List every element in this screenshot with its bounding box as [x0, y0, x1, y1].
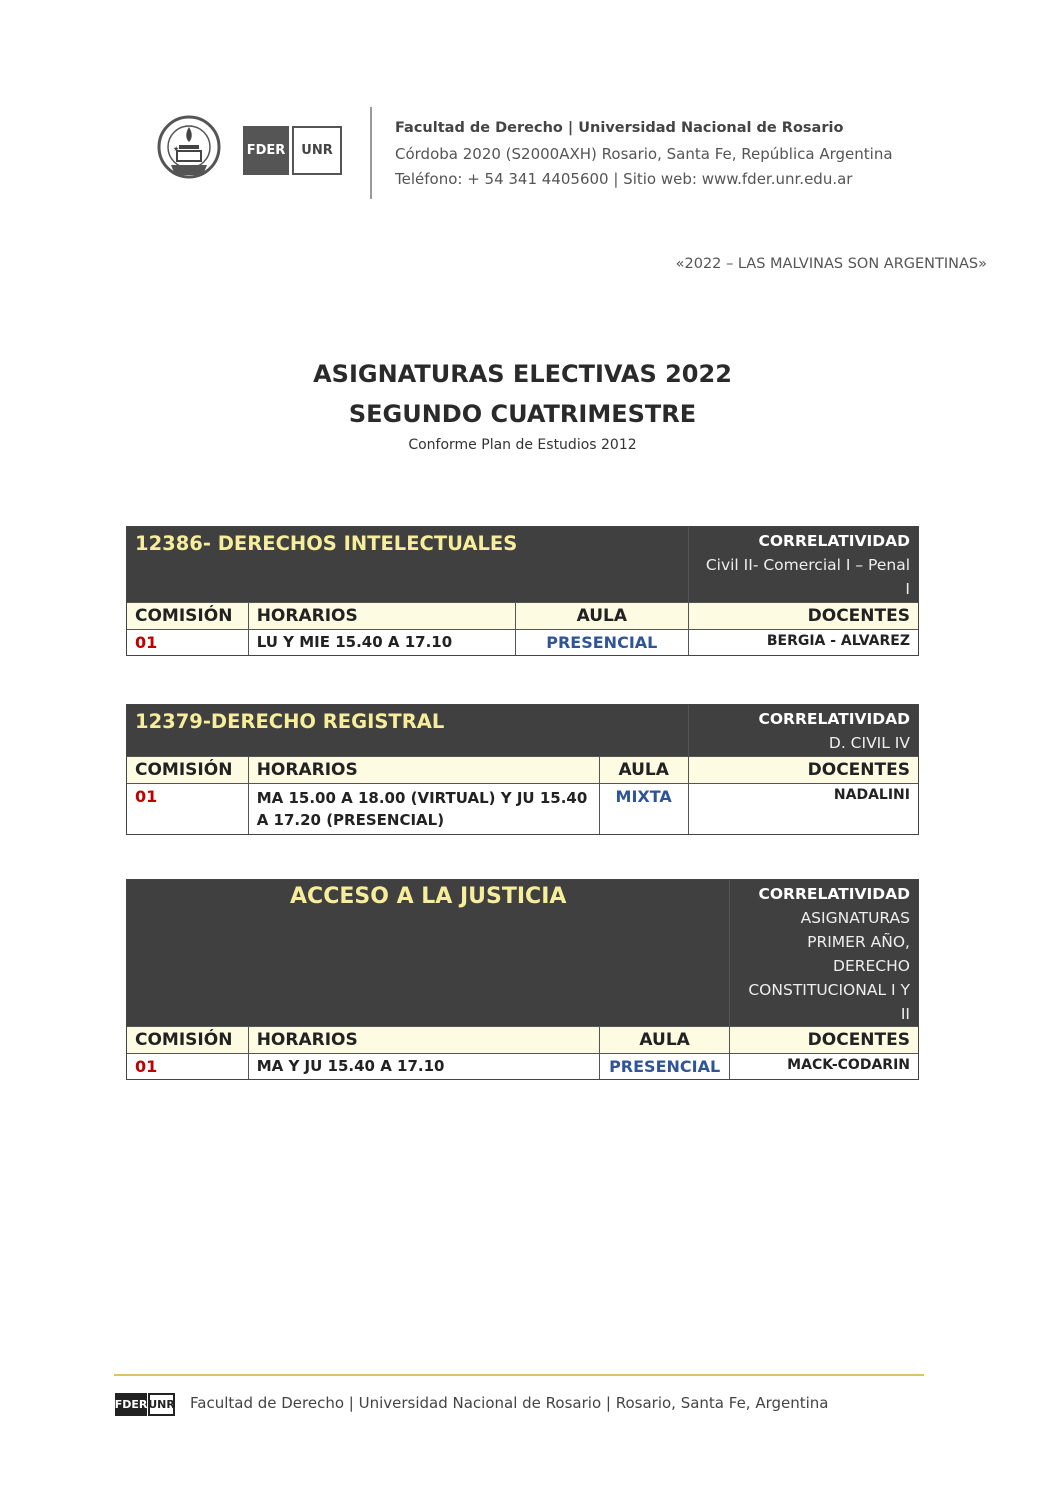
col-aula: AULA	[516, 603, 689, 629]
correlatividad-cell	[730, 880, 918, 1026]
col-horarios: HORARIOS	[249, 757, 600, 783]
footer-fder-logo: FDER	[115, 1393, 147, 1416]
correlatividad-cell	[689, 705, 918, 756]
horarios-value: MA 15.00 A 18.00 (VIRTUAL) Y JU 15.40 A 17.20 (PRESENCIAL)	[249, 784, 600, 834]
footer-text: Facultad de Derecho | Universidad Nacional de Rosario | Rosario, Santa Fe, Argentina	[190, 1394, 829, 1412]
comision-value: 01	[127, 1054, 249, 1079]
col-horarios: HORARIOS	[249, 603, 516, 629]
svg-text:★: ★	[173, 146, 180, 153]
docentes-value: MACK-CODARIN	[787, 1057, 910, 1073]
page-subtitle: SEGUNDO CUATRIMESTRE	[348, 400, 697, 428]
faculty-address: Córdoba 2020 (S2000AXH) Rosario, Santa Fe, República Argentina	[395, 145, 893, 163]
aula-value: PRESENCIAL	[516, 630, 689, 655]
correlatividad-label: CORRELATIVIDAD	[758, 885, 910, 903]
footer-divider	[114, 1374, 924, 1376]
correlatividad-value: Civil II- Comercial I – Penal I	[705, 556, 910, 598]
col-comision: COMISIÓN	[127, 603, 249, 629]
horarios-value: LU Y MIE 15.40 A 17.10	[249, 630, 516, 655]
correlatividad-cell	[689, 527, 918, 602]
subject-name: 12386- DERECHOS INTELECTUALES	[127, 527, 689, 602]
subject-name: ACCESO A LA JUSTICIA	[127, 880, 730, 1026]
year-motto: «2022 – LAS MALVINAS SON ARGENTINAS»	[675, 256, 987, 272]
subject-name: 12379-DERECHO REGISTRAL	[127, 705, 689, 756]
correlatividad-value: D. CIVIL IV	[828, 734, 910, 752]
correlatividad-label: CORRELATIVIDAD	[758, 710, 910, 728]
col-aula: AULA	[600, 757, 689, 783]
plan-note: Conforme Plan de Estudios 2012	[408, 437, 637, 453]
aula-value: PRESENCIAL	[600, 1054, 731, 1079]
horarios-value: MA Y JU 15.40 A 17.10	[249, 1054, 600, 1079]
comision-value: 01	[127, 630, 249, 655]
col-docentes: DOCENTES	[807, 606, 910, 626]
page-title: ASIGNATURAS ELECTIVAS 2022	[313, 360, 732, 388]
col-docentes: DOCENTES	[807, 1030, 910, 1050]
university-seal-icon	[157, 113, 221, 185]
col-docentes: DOCENTES	[807, 760, 910, 780]
subject-table-2	[126, 704, 919, 835]
footer-unr-logo: UNR	[148, 1393, 175, 1416]
col-comision: COMISIÓN	[127, 757, 249, 783]
faculty-contact: Teléfono: + 54 341 4405600 | Sitio web: www.fder.unr.edu.ar	[395, 170, 853, 188]
docentes-value: NADALINI	[833, 787, 910, 803]
aula-value: MIXTA	[600, 784, 689, 834]
correlatividad-label: CORRELATIVIDAD	[758, 532, 910, 550]
subject-table-1	[126, 526, 919, 656]
col-horarios: HORARIOS	[249, 1027, 600, 1053]
col-aula: AULA	[600, 1027, 731, 1053]
unr-logo: UNR	[292, 126, 342, 175]
subject-table-3	[126, 879, 919, 1080]
faculty-name: Facultad de Derecho | Universidad Nacional de Rosario	[395, 120, 844, 136]
col-comision: COMISIÓN	[127, 1027, 249, 1053]
fder-logo: FDER	[243, 126, 289, 175]
comision-value: 01	[127, 784, 249, 834]
header-divider	[370, 107, 372, 199]
correlatividad-value: ASIGNATURAS PRIMER AÑO, DERECHO CONSTITUCIONAL I Y II	[748, 909, 910, 1023]
docentes-value: BERGIA - ALVAREZ	[766, 633, 910, 649]
